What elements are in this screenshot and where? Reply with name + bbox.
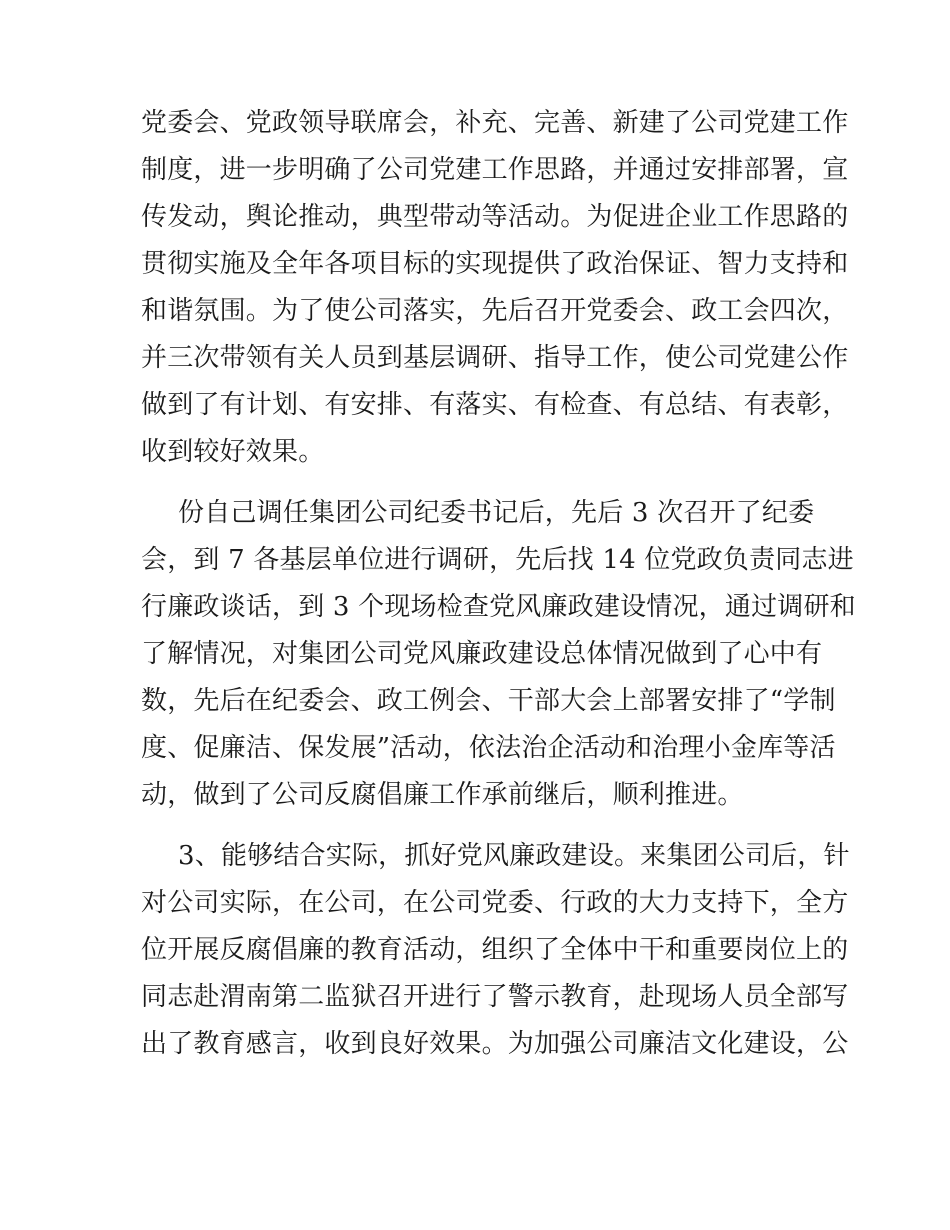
paragraph-line: 并三次带领有关人员到基层调研、指导工作，使公司党建公作	[141, 343, 849, 373]
paragraph-line: 做到了有计划、有安排、有落实、有检查、有总结、有表彰，	[141, 390, 849, 420]
paragraph-line: 3、能够结合实际，抓好党风廉政建设。来集团公司后，针	[178, 841, 850, 871]
paragraph-line: 党委会、党政领导联席会，补充、完善、新建了公司党建工作	[141, 108, 849, 138]
paragraph-line: 对公司实际，在公司，在公司党委、行政的大力支持下，全方	[141, 888, 849, 918]
paragraph-line: 同志赴渭南第二监狱召开进行了警示教育，赴现场人员全部写	[141, 982, 849, 1012]
paragraph-line: 度、促廉洁、保发展”活动，依法治企活动和治理小金库等活	[141, 733, 836, 763]
paragraph-line: 数，先后在纪委会、政工例会、干部大会上部署安排了“学制	[141, 686, 836, 716]
paragraph-line: 收到较好效果。	[141, 437, 325, 467]
paragraph-line: 了解情况，对集团公司党风廉政建设总体情况做到了心中有	[141, 639, 823, 669]
paragraph-line: 位开展反腐倡廉的教育活动，组织了全体中干和重要岗位上的	[141, 935, 849, 965]
paragraph-line: 贯彻实施及全年各项目标的实现提供了政治保证、智力支持和	[141, 249, 849, 279]
paragraph-line: 份自己调任集团公司纪委书记后，先后 3 次召开了纪委	[178, 498, 815, 528]
paragraph-line: 动，做到了公司反腐倡廉工作承前继后，顺利推进。	[141, 780, 744, 810]
paragraph-line: 和谐氛围。为了使公司落实，先后召开党委会、政工会四次，	[141, 296, 849, 326]
paragraph-line: 传发动，舆论推动，典型带动等活动。为促进企业工作思路的	[141, 202, 849, 232]
paragraph-line: 会，到 7 各基层单位进行调研，先后找 14 位党政负责同志进	[141, 545, 854, 575]
paragraph-line: 制度，进一步明确了公司党建工作思路，并通过安排部署，宣	[141, 155, 849, 185]
paragraph-line: 行廉政谈话，到 3 个现场检查党风廉政建设情况，通过调研和	[141, 592, 856, 622]
paragraph-line: 出了教育感言，收到良好效果。为加强公司廉洁文化建设，公	[141, 1029, 849, 1059]
